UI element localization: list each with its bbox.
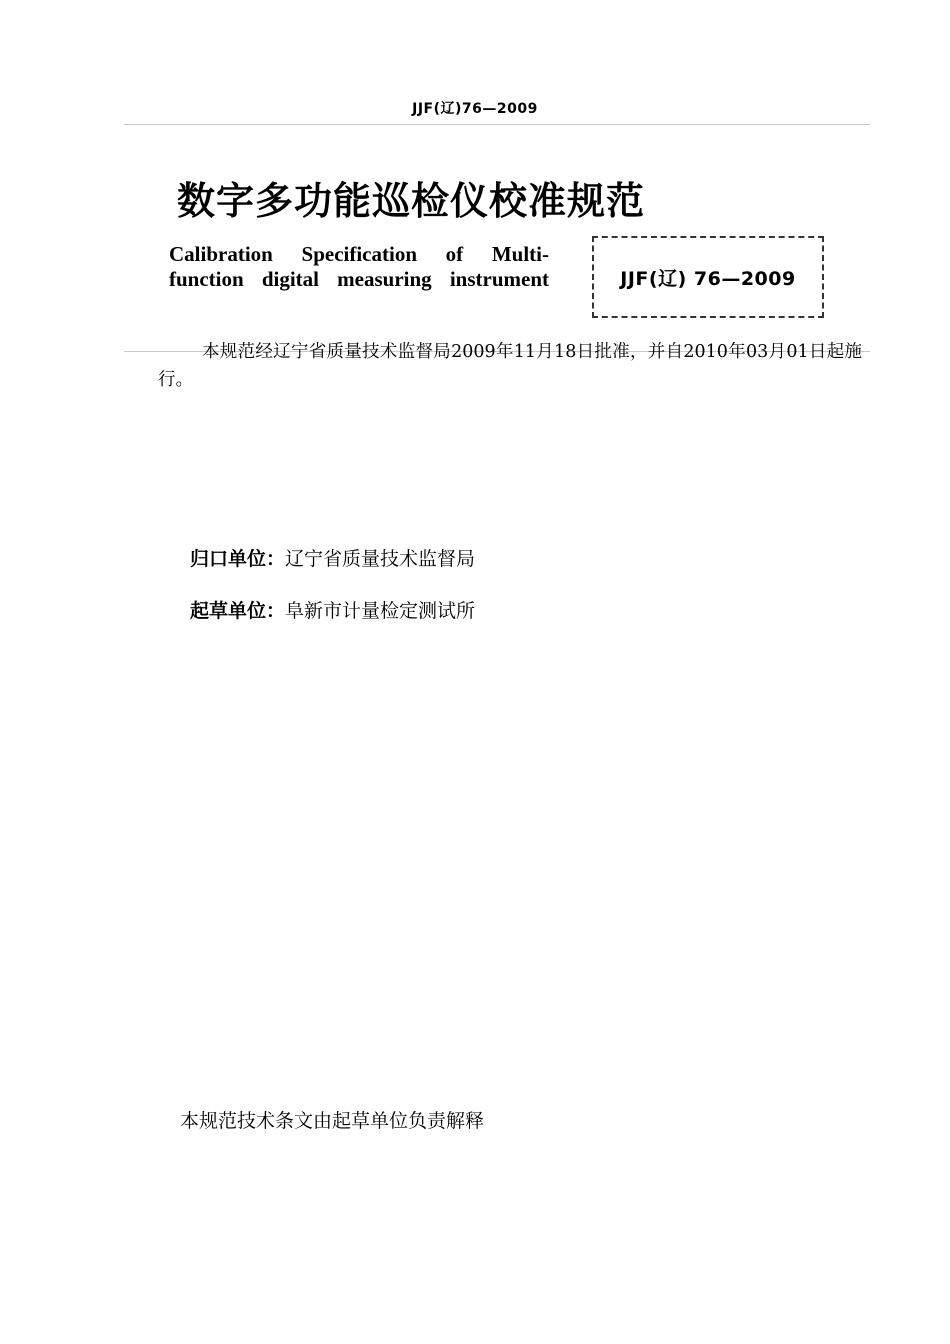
drafting-unit [190,596,475,623]
title-english-line-1: Calibration Specification of Multi- [169,242,549,266]
standard-code-box: JJF(辽) 76—2009 [592,236,824,318]
title-english-line-2: function digital measuring instrument [169,267,549,291]
document-title-chinese: 数字多功能巡检仪校准规范 [177,179,646,223]
drafting-unit-value: 阜新市计量检定测试所 [285,600,476,622]
responsible-unit [190,544,475,571]
document-title-english [169,242,549,292]
header-standard-code: JJF(辽)76—2009 [412,101,538,117]
header-divider [124,124,870,125]
interpretation-note: 本规范技术条文由起草单位负责解释 [180,1110,485,1132]
drafting-unit-label: 起草单位： [190,600,286,622]
responsible-unit-label: 归口单位： [190,548,286,570]
approval-statement: 本规范经辽宁省质量技术监督局2009年11月18日批准，并自2010年03月01日起施行。 [158,342,862,390]
responsible-unit-value: 辽宁省质量技术监督局 [285,548,476,570]
